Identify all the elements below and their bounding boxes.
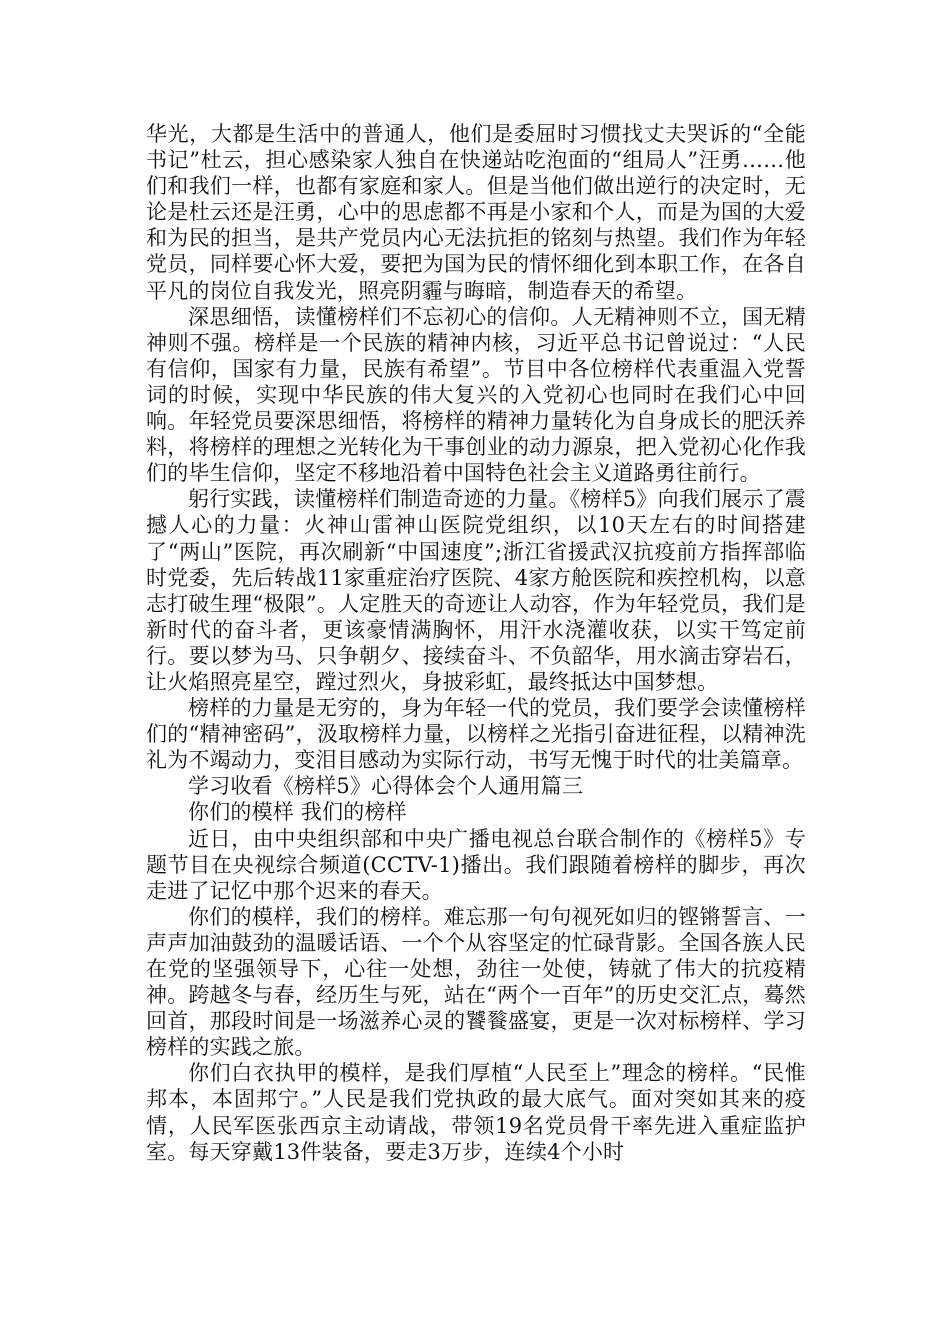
section-subtitle: 你们的模样 我们的榜样 <box>188 800 407 825</box>
paragraph-4: 榜样的力量是无穷的，身为年轻一代的党员，我们要学会读懂榜样们的“精神密码”，汲取榜样力量，以榜样之光指引奋进征程，以精神洗礼为不竭动力，变泪目感动为实际行动，书写无愧于时代的壮美篇章。 <box>146 696 806 773</box>
paragraph-2: 深思细悟，读懂榜样们不忘初心的信仰。人无精神则不立，国无精神则不强。榜样是一个民族的精神内核，习近平总书记曾说过：“人民有信仰，国家有力量，民族有希望”。节目中各位榜样代表重温入党誓词的时候，实现中华民族的伟大复兴的入党初心也同时在我们心中回响。年轻党员要深思细悟，将榜样的精神力量转化为自身成长的肥沃养料，将榜样的理想之光转化为干事创业的动力源泉，把入党初心化作我们的毕生信仰，坚定不移地沿着中国特色社会主义道路勇往前行。 <box>146 304 806 486</box>
paragraph-3: 躬行实践，读懂榜样们制造奇迹的力量。《榜样5》向我们展示了震撼人心的力量：火神山雷神山医院党组织，以10天左右的时间搭建了“两山”医院，再次刷新“中国速度”;浙江省援武汉抗疫前方指挥部临时党委，先后转战11家重症治疗医院、4家方舱医院和疾控机构，以意志打破生理“极限”。人定胜天的奇迹让人动容，作为年轻党员，我们是新时代的奋斗者，更该豪情满胸怀，用汗水浇灌收获，以实干笃定前行。要以梦为马、只争朝夕、接续奋斗、不负韶华，用水滴击穿岩石，让火焰照亮星空，蹚过烈火，身披彩虹，最终抵达中国梦想。 <box>146 487 806 694</box>
paragraph-1: 华光，大都是生活中的普通人，他们是委屈时习惯找丈夫哭诉的“全能书记”杜云，担心感染家人独自在快递站吃泡面的“组局人”汪勇……他们和我们一样，也都有家庭和家人。但是当他们做出逆行的决定时，无论是杜云还是汪勇，心中的思虑都不再是小家和个人，而是为国的大爱和为民的担当，是共产党员内心无法抗拒的铭刻与热望。我们作为年轻党员，同样要心怀大爱，要把为国为民的情怀细化到本职工作，在各自平凡的岗位自我发光，照亮阴霾与晦暗，制造春天的希望。 <box>146 122 806 303</box>
paragraph-5: 近日，由中央组织部和中央广播电视总台联合制作的《榜样5》专题节目在央视综合频道(CCTV-1)播出。我们跟随着榜样的脚步，再次走进了记忆中那个迟来的春天。 <box>146 826 806 903</box>
paragraph-7: 你们白衣执甲的模样，是我们厚植“人民至上”理念的榜样。“民惟邦本，本固邦宁。”人民是我们党执政的最大底气。面对突如其来的疫情，人民军医张西京主动请战，带领19名党员骨干率先进入重症监护室。每天穿戴13件装备，要走3万步，连续4个小时 <box>146 1061 806 1164</box>
section-title: 学习收看《榜样5》心得体会个人通用篇三 <box>188 774 584 799</box>
document-body <box>146 121 806 1165</box>
paragraph-6: 你们的模样，我们的榜样。难忘那一句句视死如归的铿锵誓言、一声声加油鼓劲的温暖话语、一个个从容坚定的忙碌背影。全国各族人民在党的坚强领导下，心往一处想，劲往一处使，铸就了伟大的抗疫精神。跨越冬与春，经历生与死，站在“两个一百年”的历史交汇点，蓦然回首，那段时间是一场滋养心灵的饕餮盛宴，更是一次对标榜样、学习榜样的实践之旅。 <box>146 904 806 1060</box>
